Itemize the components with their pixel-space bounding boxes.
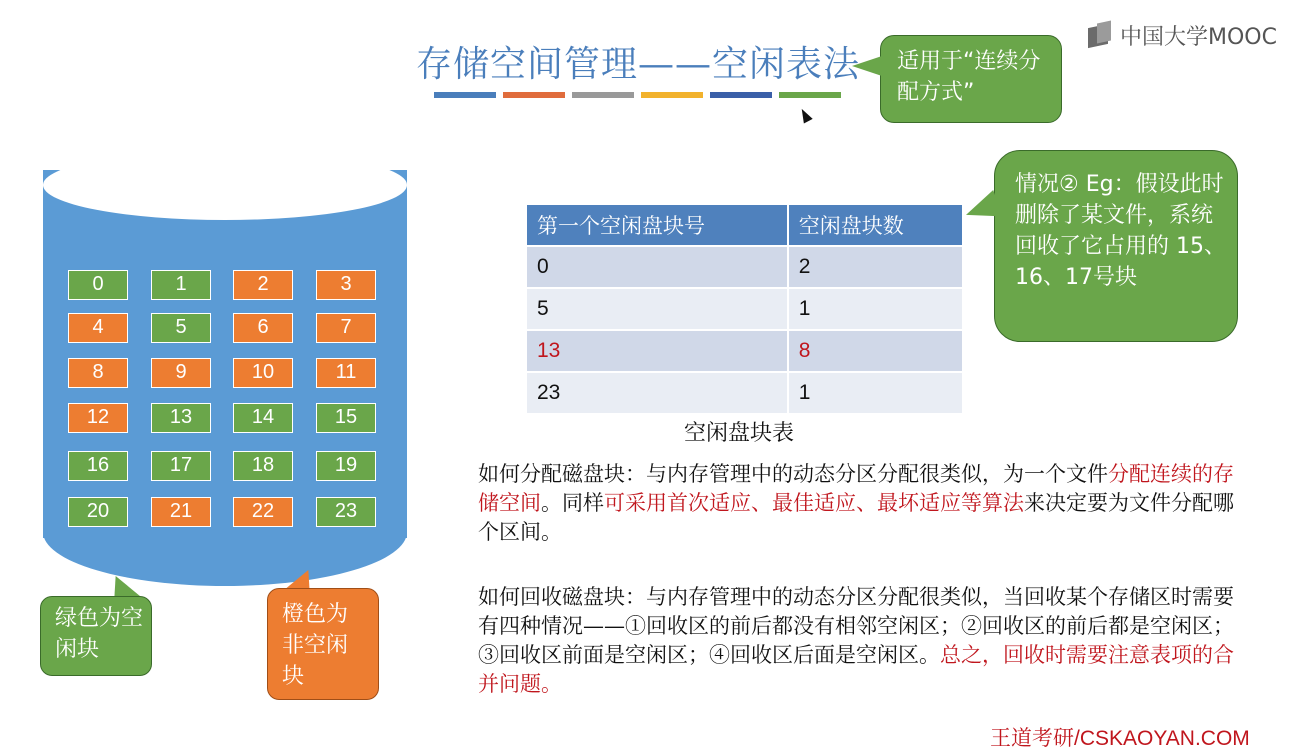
disk-block-16: 16: [68, 451, 128, 481]
case-note-text: 情况② Eg：假设此时删除了某文件，系统回收了它占用的 15、16、17号块: [1015, 172, 1226, 290]
disk-block-13: 13: [151, 403, 211, 433]
disk-cylinder: [43, 170, 407, 538]
allocation-text-5: 来决定要为文件分配哪个区间。: [478, 491, 1234, 544]
disk-block-17: 17: [151, 451, 211, 481]
allocation-text-4: 可采用首次适应、最佳适应、最坏适应等算法: [604, 491, 1024, 515]
cell-free-block-count: 2: [788, 246, 963, 288]
legend-used-bubble: [267, 588, 379, 700]
disk-block-1: 1: [151, 270, 211, 300]
reclaim-text-1: 如何回收磁盘块：与内存管理中的动态分区分配很类似，当回收某个存储区时需要有四种情况——①回收区的前后都没有相邻空闲区；②回收区的前后都是空闲区；③回收区前面是空闲区；④回收区后面是空闲区。: [478, 585, 1234, 667]
disk-block-7: 7: [316, 313, 376, 343]
disk-block-3: 3: [316, 270, 376, 300]
header-free-block-count: 空闲盘块数: [788, 205, 963, 246]
allocation-text-2: 分配连续的存储空间: [478, 462, 1234, 515]
disk-block-23: 23: [316, 497, 376, 527]
slide-title: 存储空间管理——空闲表法: [416, 44, 861, 85]
disk-block-15: 15: [316, 403, 376, 433]
mouse-cursor-icon: [797, 106, 812, 123]
disk-block-18: 18: [233, 451, 293, 481]
header-first-free-block: 第一个空闲盘块号: [527, 205, 788, 246]
title-bar-4: [710, 92, 772, 98]
disk-block-5: 5: [151, 313, 211, 343]
disk-block-14: 14: [233, 403, 293, 433]
usage-note-tail: [852, 56, 882, 76]
legend-free-bubble: [40, 596, 152, 676]
cell-free-block-count: 8: [788, 330, 963, 372]
disk-block-4: 4: [68, 313, 128, 343]
disk-block-6: 6: [233, 313, 293, 343]
cell-first-free-block: 13: [527, 330, 788, 372]
legend-used-text: 橙色为非空闲块: [282, 602, 349, 689]
case-note-bubble: [994, 150, 1238, 342]
disk-block-22: 22: [233, 497, 293, 527]
table-row: [527, 246, 963, 288]
mooc-logo: [1088, 18, 1277, 52]
disk-block-21: 21: [151, 497, 211, 527]
disk-block-12: 12: [68, 403, 128, 433]
title-bar-5: [779, 92, 841, 98]
table-row: [527, 288, 963, 330]
table-row: [527, 372, 963, 413]
footer-watermark: 王道考研/CSKAOYAN.COM: [990, 727, 1250, 750]
table-header-row: [527, 205, 963, 246]
allocation-text-3: 。同样: [541, 491, 604, 515]
title-bar-0: [434, 92, 496, 98]
usage-note-bubble: [880, 35, 1062, 123]
free-space-table: [527, 205, 964, 413]
table-row: [527, 330, 963, 372]
table-caption: 空闲盘块表: [684, 421, 795, 446]
mooc-logo-icon: [1088, 22, 1116, 48]
cell-free-block-count: 1: [788, 372, 963, 413]
legend-free-text: 绿色为空闲块: [55, 606, 144, 662]
disk-block-9: 9: [151, 358, 211, 388]
mooc-logo-text: 中国大学MOOC: [1120, 24, 1277, 50]
usage-note-text: 适用于“连续分配方式”: [897, 49, 1041, 105]
cell-first-free-block: 23: [527, 372, 788, 413]
title-bar-1: [503, 92, 565, 98]
disk-block-0: 0: [68, 270, 128, 300]
disk-cylinder-top: [43, 150, 407, 220]
cell-free-block-count: 1: [788, 288, 963, 330]
disk-block-8: 8: [68, 358, 128, 388]
disk-block-20: 20: [68, 497, 128, 527]
disk-block-11: 11: [316, 358, 376, 388]
disk-block-19: 19: [316, 451, 376, 481]
disk-block-10: 10: [233, 358, 293, 388]
allocation-text-1: 如何分配磁盘块：与内存管理中的动态分区分配很类似，为一个文件: [478, 462, 1108, 486]
cell-first-free-block: 0: [527, 246, 788, 288]
title-bar-2: [572, 92, 634, 98]
allocation-paragraph: [478, 460, 1248, 547]
reclaim-paragraph: [478, 583, 1248, 699]
cell-first-free-block: 5: [527, 288, 788, 330]
disk-block-2: 2: [233, 270, 293, 300]
title-underline-bars: [434, 92, 841, 98]
reclaim-text-2: 总之，回收时需要注意表项的合并问题。: [478, 643, 1234, 696]
title-bar-3: [641, 92, 703, 98]
